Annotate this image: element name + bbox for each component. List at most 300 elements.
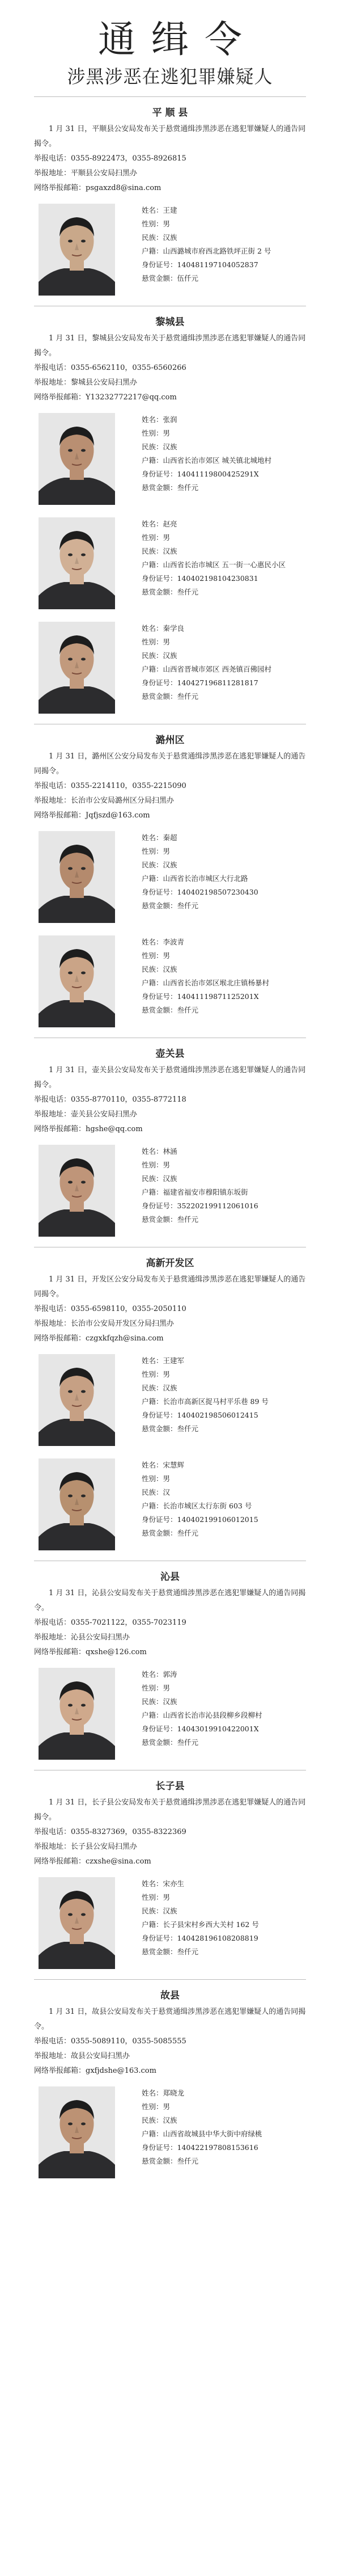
suspect-photo xyxy=(39,517,115,609)
suspect-reward-row xyxy=(142,2155,312,2168)
suspect-gender-row xyxy=(142,1891,312,1904)
suspect-card xyxy=(0,408,340,509)
suspect-ethnicity-label: 民族： xyxy=(142,965,163,973)
suspect-name-label: 姓名： xyxy=(142,2089,163,2097)
suspect-gender-label: 性别： xyxy=(142,533,163,542)
report-phone-label: 举报电话： xyxy=(34,364,71,372)
suspect-gender-label: 性别： xyxy=(142,1474,163,1483)
suspect-gender-row xyxy=(142,1681,312,1695)
suspect-ethnicity-label: 民族： xyxy=(142,1488,163,1496)
suspect-id-number-value: 140428196108208819 xyxy=(177,1934,258,1942)
report-address-value: 长子县公安局扫黑办 xyxy=(71,1843,138,1851)
suspect-reward-value: 叁仟元 xyxy=(177,1215,199,1224)
suspect-reward-row xyxy=(142,1736,312,1749)
suspect-portrait-image xyxy=(39,2086,115,2178)
report-email-value[interactable]: Y13232772217@qq.com xyxy=(86,393,177,402)
suspect-name-row xyxy=(142,935,312,949)
report-address-label: 举报地址： xyxy=(34,1110,71,1119)
report-email-line xyxy=(34,1331,306,1346)
report-address-label: 举报地址： xyxy=(34,1633,71,1642)
suspect-card xyxy=(0,199,340,300)
report-phone-line xyxy=(34,2034,306,2049)
suspect-ethnicity-value: 汉族 xyxy=(163,861,177,869)
suspect-reward-row xyxy=(142,481,312,495)
report-address-line xyxy=(34,1630,306,1645)
suspect-id-number-label: 身份证号： xyxy=(142,2143,177,2152)
report-phone-label: 举报电话： xyxy=(34,1618,71,1627)
suspect-gender-row xyxy=(142,635,312,649)
suspect-reward-label: 悬赏金额： xyxy=(142,692,177,701)
county-section xyxy=(0,1247,340,1555)
suspect-id-number-row xyxy=(142,1932,312,1945)
suspect-reward-row xyxy=(142,1213,312,1226)
report-email-label: 网络举报邮箱： xyxy=(34,2067,86,2075)
report-address-line xyxy=(34,1107,306,1122)
suspect-name-value: 秦学良 xyxy=(163,624,185,633)
suspect-ethnicity-row xyxy=(142,440,312,454)
section-divider xyxy=(34,1979,306,1980)
report-email-value[interactable]: Jqfjszd@163.com xyxy=(86,811,150,820)
suspect-ethnicity-row xyxy=(142,1486,312,1499)
suspect-reward-row xyxy=(142,1004,312,1017)
suspect-residence-value: 山西省长治市郊区 城关镇北城地村 xyxy=(163,456,271,465)
report-address-line xyxy=(34,166,306,181)
suspect-residence-value: 长子县宋村乡西大关村 162 号 xyxy=(163,1920,259,1929)
report-phone-line xyxy=(34,361,306,376)
suspect-id-number-value: 14043019910422001X xyxy=(177,1725,259,1733)
suspect-name-label: 姓名： xyxy=(142,206,163,214)
suspect-gender-row xyxy=(142,427,312,440)
report-address-value: 沁县公安局扫黑办 xyxy=(71,1633,130,1642)
suspect-residence-value: 山西省晋城市郊区 西尧镇百佛园村 xyxy=(163,665,271,673)
suspect-name-label: 姓名： xyxy=(142,520,163,528)
suspect-residence-row xyxy=(142,2127,312,2141)
suspect-portrait-image xyxy=(39,517,115,609)
suspect-residence-label: 户籍： xyxy=(142,1920,163,1929)
suspect-id-number-value: 14041119871125201X xyxy=(177,992,259,1001)
county-section xyxy=(0,306,340,718)
report-address-line xyxy=(34,1317,306,1331)
suspect-reward-row xyxy=(142,1422,312,1436)
report-phone-line xyxy=(34,151,306,166)
suspect-reward-value: 叁仟元 xyxy=(177,1738,199,1747)
suspect-details xyxy=(142,1354,312,1436)
suspect-ethnicity-value: 汉族 xyxy=(163,1697,177,1706)
report-email-value[interactable]: hgshe@qq.com xyxy=(86,1125,143,1133)
report-phone-line xyxy=(34,779,306,794)
suspect-name-label: 姓名： xyxy=(142,624,163,633)
suspect-ethnicity-value: 汉族 xyxy=(163,965,177,973)
report-email-label: 网络举报邮箱： xyxy=(34,1857,86,1866)
suspect-gender-row xyxy=(142,1368,312,1381)
suspect-ethnicity-row xyxy=(142,2114,312,2127)
report-phone-label: 举报电话： xyxy=(34,1095,71,1104)
report-phone-label: 举报电话： xyxy=(34,2037,71,2046)
suspect-id-number-label: 身份证号： xyxy=(142,1411,177,1419)
suspect-residence-row xyxy=(142,1499,312,1513)
report-email-label: 网络举报邮箱： xyxy=(34,811,86,820)
report-email-value[interactable]: gxfjdshe@163.com xyxy=(86,2067,156,2075)
report-phone-value: 0355-7021122，0355-7023119 xyxy=(71,1618,186,1627)
suspect-residence-row xyxy=(142,1709,312,1722)
suspect-name-row xyxy=(142,1877,312,1891)
suspect-gender-label: 性别： xyxy=(142,220,163,228)
suspect-photo xyxy=(39,1458,115,1550)
suspect-name-label: 姓名： xyxy=(142,833,163,842)
suspect-details xyxy=(142,1145,312,1226)
suspect-residence-value: 山西省长治市沁县段柳乡段柳村 xyxy=(163,1711,262,1719)
suspect-id-number-row xyxy=(142,886,312,899)
suspect-name-row xyxy=(142,622,312,635)
suspect-id-number-row xyxy=(142,572,312,585)
suspect-residence-value: 长治市城区太行东街 603 号 xyxy=(163,1502,252,1510)
suspect-reward-value: 叁仟元 xyxy=(177,692,199,701)
report-email-line xyxy=(34,1854,306,1869)
suspect-name-value: 张润 xyxy=(163,415,177,424)
suspect-details xyxy=(142,831,312,913)
suspect-residence-row xyxy=(142,976,312,990)
suspect-ethnicity-value: 汉族 xyxy=(163,1907,177,1915)
suspect-card xyxy=(0,2082,340,2183)
suspect-gender-label: 性别： xyxy=(142,847,163,855)
suspect-name-label: 姓名： xyxy=(142,938,163,946)
suspect-id-number-label: 身份证号： xyxy=(142,888,177,896)
suspect-portrait-image xyxy=(39,935,115,1027)
suspect-ethnicity-label: 民族： xyxy=(142,1384,163,1392)
report-email-label: 网络举报邮箱： xyxy=(34,1334,86,1343)
suspect-reward-label: 悬赏金额： xyxy=(142,901,177,910)
suspect-details xyxy=(142,517,312,599)
suspect-photo xyxy=(39,2086,115,2178)
suspect-id-number-row xyxy=(142,2141,312,2155)
suspect-details xyxy=(142,1668,312,1749)
report-email-line xyxy=(34,808,306,823)
report-address-label: 举报地址： xyxy=(34,1843,71,1851)
county-name: 沁县 xyxy=(160,1571,180,1583)
suspect-gender-row xyxy=(142,1472,312,1486)
suspect-name-value: 秦超 xyxy=(163,833,177,842)
suspect-gender-value: 男 xyxy=(163,533,171,542)
county-name: 黎城县 xyxy=(155,317,185,328)
suspect-reward-value: 叁仟元 xyxy=(177,1006,199,1014)
suspect-residence-label: 户籍： xyxy=(142,979,163,987)
suspect-ethnicity-value: 汉族 xyxy=(163,1384,177,1392)
report-email-label: 网络举报邮箱： xyxy=(34,1648,86,1656)
report-address-line xyxy=(34,1840,306,1854)
county-intro: 1 月 31 日，平顺县公安局发布关于悬赏通缉涉黑涉恶在逃犯罪嫌疑人的通告同揭令。 xyxy=(34,125,306,148)
suspect-portrait-image xyxy=(39,1668,115,1760)
report-phone-line xyxy=(34,1616,306,1630)
report-address-value: 长治市公安局潞州区分局扫黑办 xyxy=(71,796,175,805)
county-name: 高新开发区 xyxy=(146,1258,194,1269)
suspect-gender-value: 男 xyxy=(163,1474,171,1483)
suspect-name-label: 姓名： xyxy=(142,1356,163,1365)
county-list xyxy=(0,96,340,2183)
suspect-reward-label: 悬赏金额： xyxy=(142,1215,177,1224)
suspect-card xyxy=(0,513,340,614)
suspect-ethnicity-label: 民族： xyxy=(142,442,163,451)
suspect-residence-label: 户籍： xyxy=(142,2130,163,2138)
suspect-reward-row xyxy=(142,585,312,599)
county-section xyxy=(0,1561,340,1764)
report-email-line xyxy=(34,390,306,405)
suspect-gender-label: 性别： xyxy=(142,1161,163,1169)
suspect-gender-label: 性别： xyxy=(142,2102,163,2111)
suspect-card xyxy=(0,617,340,718)
report-address-label: 举报地址： xyxy=(34,1319,71,1328)
suspect-reward-row xyxy=(142,272,312,285)
suspect-ethnicity-label: 民族： xyxy=(142,651,163,660)
suspect-name-row xyxy=(142,413,312,427)
suspect-name-label: 姓名： xyxy=(142,415,163,424)
suspect-id-number-value: 140402198104230831 xyxy=(177,574,258,583)
suspect-photo xyxy=(39,935,115,1027)
suspect-id-number-label: 身份证号： xyxy=(142,1934,177,1942)
suspect-name-value: 郭涛 xyxy=(163,1670,177,1679)
suspect-name-row xyxy=(142,1458,312,1472)
suspect-residence-label: 户籍： xyxy=(142,1397,163,1406)
suspect-portrait-image xyxy=(39,1145,115,1237)
suspect-gender-value: 男 xyxy=(163,638,171,646)
suspect-id-number-value: 140402198507230430 xyxy=(177,888,258,896)
suspect-gender-value: 男 xyxy=(163,1161,171,1169)
suspect-details xyxy=(142,413,312,495)
county-intro: 1 月 31 日，沁县公安局发布关于悬赏通缉涉黑涉恶在逃犯罪嫌疑人的通告同揭令。 xyxy=(34,1589,306,1612)
report-email-value[interactable]: czxshe@sina.com xyxy=(86,1857,151,1866)
report-phone-value: 0355-2214110，0355-2215090 xyxy=(71,782,186,790)
suspect-photo xyxy=(39,622,115,714)
suspect-portrait-image xyxy=(39,831,115,923)
report-phone-value: 0355-8327369，0355-8322369 xyxy=(71,1828,186,1836)
suspect-card xyxy=(0,931,340,1032)
report-address-label: 举报地址： xyxy=(34,796,71,805)
suspect-residence-label: 户籍： xyxy=(142,874,163,883)
suspect-gender-label: 性别： xyxy=(142,1370,163,1378)
suspect-name-value: 宋慧辉 xyxy=(163,1461,185,1469)
report-email-value[interactable]: czgxkfqzh@sina.com xyxy=(86,1334,164,1343)
suspect-card xyxy=(0,827,340,927)
suspect-gender-value: 男 xyxy=(163,951,171,960)
suspect-ethnicity-value: 汉 xyxy=(163,1488,171,1496)
report-phone-line xyxy=(34,1302,306,1317)
suspect-id-number-label: 身份证号： xyxy=(142,1515,177,1524)
suspect-gender-row xyxy=(142,1158,312,1172)
suspect-name-row xyxy=(142,517,312,531)
report-email-label: 网络举报邮箱： xyxy=(34,1125,86,1133)
suspect-gender-label: 性别： xyxy=(142,429,163,437)
suspect-ethnicity-label: 民族： xyxy=(142,1174,163,1183)
suspect-ethnicity-label: 民族： xyxy=(142,2116,163,2124)
county-name: 壶关县 xyxy=(155,1048,185,1060)
county-name: 故县 xyxy=(160,1990,180,2001)
report-email-label: 网络举报邮箱： xyxy=(34,184,86,192)
county-intro: 1 月 31 日，黎城县公安局发布关于悬赏通缉涉黑涉恶在逃犯罪嫌疑人的通告同揭令。 xyxy=(34,334,306,357)
suspect-card xyxy=(0,1350,340,1451)
report-phone-value: 0355-5089110，0355-5085555 xyxy=(71,2037,186,2046)
suspect-ethnicity-value: 汉族 xyxy=(163,651,177,660)
suspect-id-number-row xyxy=(142,1722,312,1736)
suspect-name-label: 姓名： xyxy=(142,1879,163,1888)
suspect-residence-value: 长治市高新区捉马村平乐巷 89 号 xyxy=(163,1397,269,1406)
suspect-gender-row xyxy=(142,2100,312,2114)
report-email-label: 网络举报邮箱： xyxy=(34,393,86,402)
suspect-gender-value: 男 xyxy=(163,429,171,437)
suspect-ethnicity-value: 汉族 xyxy=(163,1174,177,1183)
suspect-gender-row xyxy=(142,845,312,858)
suspect-residence-row xyxy=(142,1918,312,1932)
suspect-ethnicity-row xyxy=(142,1172,312,1186)
report-email-value[interactable]: qxshe@126.com xyxy=(86,1648,147,1656)
suspect-name-value: 王建军 xyxy=(163,1356,185,1365)
report-address-line xyxy=(34,2049,306,2064)
section-divider xyxy=(34,96,306,97)
suspect-name-row xyxy=(142,204,312,217)
suspect-photo xyxy=(39,1145,115,1237)
county-section xyxy=(0,1770,340,1974)
suspect-gender-label: 性别： xyxy=(142,1684,163,1692)
suspect-id-number-row xyxy=(142,1409,312,1422)
suspect-residence-value: 山西省长治市郊区堠北庄镇杨暴村 xyxy=(163,979,270,987)
suspect-gender-row xyxy=(142,217,312,231)
suspect-name-value: 赵亮 xyxy=(163,520,177,528)
report-address-value: 壶关县公安局扫黑办 xyxy=(71,1110,138,1119)
suspect-photo xyxy=(39,204,115,296)
suspect-portrait-image xyxy=(39,204,115,296)
suspect-reward-label: 悬赏金额： xyxy=(142,588,177,596)
suspect-id-number-value: 140481197104052837 xyxy=(177,260,258,269)
suspect-name-row xyxy=(142,831,312,845)
suspect-gender-row xyxy=(142,949,312,963)
report-email-line xyxy=(34,1645,306,1660)
suspect-residence-row xyxy=(142,1395,312,1409)
suspect-ethnicity-value: 汉族 xyxy=(163,2116,177,2124)
suspect-residence-label: 户籍： xyxy=(142,456,163,465)
suspect-gender-value: 男 xyxy=(163,220,171,228)
suspect-residence-label: 户籍： xyxy=(142,665,163,673)
suspect-card xyxy=(0,1663,340,1764)
suspect-ethnicity-row xyxy=(142,1381,312,1395)
suspect-residence-row xyxy=(142,1186,312,1199)
suspect-reward-label: 悬赏金额： xyxy=(142,274,177,283)
suspect-photo xyxy=(39,831,115,923)
suspect-reward-label: 悬赏金额： xyxy=(142,1424,177,1433)
suspect-id-number-row xyxy=(142,258,312,272)
county-name: 潞州区 xyxy=(155,735,185,746)
suspect-residence-row xyxy=(142,454,312,467)
suspect-photo xyxy=(39,1668,115,1760)
suspect-reward-row xyxy=(142,690,312,703)
suspect-id-number-row xyxy=(142,1199,312,1213)
suspect-id-number-row xyxy=(142,1513,312,1527)
suspect-details xyxy=(142,1458,312,1540)
suspect-gender-value: 男 xyxy=(163,1893,171,1902)
suspect-reward-row xyxy=(142,899,312,913)
county-name: 长子县 xyxy=(155,1781,185,1792)
suspect-residence-label: 户籍： xyxy=(142,1502,163,1510)
suspect-ethnicity-row xyxy=(142,231,312,244)
suspect-residence-value: 山西潞城市府西北路铁坪正街 2 号 xyxy=(163,247,271,255)
suspect-card xyxy=(0,1140,340,1241)
suspect-photo xyxy=(39,1354,115,1446)
suspect-name-value: 宋亦生 xyxy=(163,1879,185,1888)
suspect-gender-value: 男 xyxy=(163,1370,171,1378)
notice-subtitle: 涉黑涉恶在逃犯罪嫌疑人 xyxy=(67,66,273,87)
suspect-name-row xyxy=(142,1145,312,1158)
suspect-photo xyxy=(39,1877,115,1969)
suspect-ethnicity-row xyxy=(142,545,312,558)
suspect-name-value: 林涵 xyxy=(163,1147,177,1156)
suspect-reward-value: 叁仟元 xyxy=(177,901,199,910)
report-phone-label: 举报电话： xyxy=(34,782,71,790)
suspect-id-number-value: 352202199112061016 xyxy=(177,1201,258,1210)
report-address-line xyxy=(34,794,306,808)
suspect-portrait-image xyxy=(39,413,115,505)
suspect-residence-value: 福建省福安市穆阳镇东坂街 xyxy=(163,1188,248,1196)
suspect-gender-value: 男 xyxy=(163,2102,171,2111)
report-address-line xyxy=(34,376,306,390)
report-address-label: 举报地址： xyxy=(34,378,71,387)
suspect-id-number-label: 身份证号： xyxy=(142,992,177,1001)
suspect-details xyxy=(142,622,312,703)
suspect-reward-value: 叁仟元 xyxy=(177,1424,199,1433)
suspect-details xyxy=(142,935,312,1017)
suspect-id-number-value: 140422197808153616 xyxy=(177,2143,258,2152)
report-email-line xyxy=(34,181,306,196)
suspect-ethnicity-value: 汉族 xyxy=(163,233,177,242)
suspect-residence-row xyxy=(142,872,312,886)
report-address-value: 故县公安局扫黑办 xyxy=(71,2052,130,2060)
suspect-id-number-label: 身份证号： xyxy=(142,1725,177,1733)
county-intro: 1 月 31 日，开发区公安分局发布关于悬赏通缉涉黑涉恶在逃犯罪嫌疑人的通告同揭令。 xyxy=(34,1275,306,1298)
county-name: 平 顺 县 xyxy=(152,107,188,119)
report-address-value: 平顺县公安局扫黑办 xyxy=(71,169,138,178)
suspect-ethnicity-label: 民族： xyxy=(142,1907,163,1915)
report-phone-value: 0355-8770110，0355-8772118 xyxy=(71,1095,186,1104)
report-address-value: 黎城县公安局扫黑办 xyxy=(71,378,138,387)
suspect-name-label: 姓名： xyxy=(142,1147,163,1156)
suspect-id-number-row xyxy=(142,990,312,1004)
suspect-portrait-image xyxy=(39,1354,115,1446)
suspect-ethnicity-row xyxy=(142,1695,312,1709)
suspect-reward-label: 悬赏金额： xyxy=(142,1947,177,1956)
suspect-id-number-value: 140402198506012415 xyxy=(177,1411,258,1419)
suspect-portrait-image xyxy=(39,622,115,714)
suspect-reward-value: 叁仟元 xyxy=(177,1529,199,1537)
suspect-ethnicity-row xyxy=(142,858,312,872)
suspect-id-number-label: 身份证号： xyxy=(142,678,177,687)
report-email-line xyxy=(34,2064,306,2078)
suspect-residence-value: 山西省长治市城区 五一街一心惠民小区 xyxy=(163,560,286,569)
county-intro: 1 月 31 日，长子县公安局发布关于悬赏通缉涉黑涉恶在逃犯罪嫌疑人的通告同揭令。 xyxy=(34,1798,306,1822)
suspect-gender-row xyxy=(142,531,312,545)
suspect-reward-row xyxy=(142,1945,312,1959)
suspect-id-number-label: 身份证号： xyxy=(142,574,177,583)
suspect-name-value: 郑晓龙 xyxy=(163,2089,185,2097)
report-email-value[interactable]: psgaxzd8@sina.com xyxy=(86,184,162,192)
suspect-reward-value: 叁仟元 xyxy=(177,1947,199,1956)
suspect-portrait-image xyxy=(39,1458,115,1550)
suspect-ethnicity-label: 民族： xyxy=(142,1697,163,1706)
suspect-ethnicity-row xyxy=(142,1904,312,1918)
suspect-name-label: 姓名： xyxy=(142,1461,163,1469)
suspect-portrait-image xyxy=(39,1877,115,1969)
county-section xyxy=(0,96,340,300)
report-phone-value: 0355-6562110，0355-6560266 xyxy=(71,364,186,372)
suspect-id-number-label: 身份证号： xyxy=(142,470,177,478)
suspect-residence-label: 户籍： xyxy=(142,247,163,255)
report-phone-line xyxy=(34,1825,306,1840)
suspect-details xyxy=(142,204,312,285)
